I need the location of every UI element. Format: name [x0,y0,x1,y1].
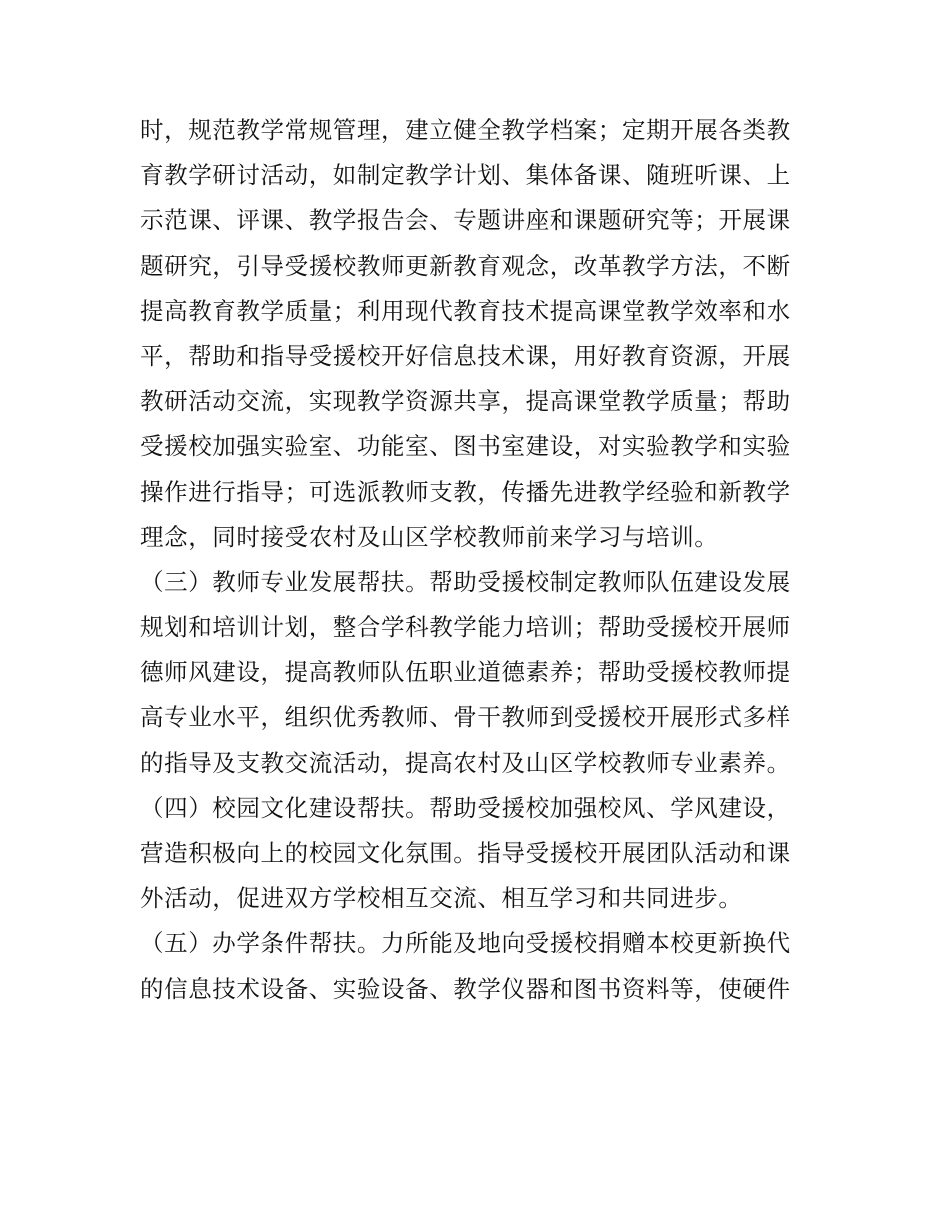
text-line: 教研活动交流，实现教学资源共享，提高课堂教学质量；帮助 [140,387,791,416]
section-heading-line: （四）校园文化建设帮扶。帮助受援校加强校风、学风建设， [140,793,791,822]
text-line: 平，帮助和指导受援校开好信息技术课，用好教育资源，开展 [140,341,791,370]
text-line: 外活动，促进双方学校相互交流、相互学习和共同进步。 [140,884,743,913]
text-line: 时，规范教学常规管理，建立健全教学档案；定期开展各类教 [140,116,791,144]
document-body [140,108,820,1012]
text-line: 规划和培训计划，整合学科教学能力培训；帮助受援校开展师 [140,613,791,642]
text-line: 受援校加强实验室、功能室、图书室建设，对实验教学和实验 [140,432,791,461]
text-line: 的信息技术设备、实验设备、教学仪器和图书资料等，使硬件 [140,974,791,1003]
text-line: 的指导及支教交流活动，提高农村及山区学校教师专业素养。 [140,748,791,777]
section-heading-line: （五）办学条件帮扶。力所能及地向受援校捐赠本校更新换代 [140,929,791,958]
text-line: 题研究，引导受援校教师更新教育观念，改革教学方法，不断 [140,251,791,280]
text-line: 操作进行指导；可选派教师支教，传播先进教学经验和新教学 [140,477,791,506]
text-line: 示范课、评课、教学报告会、专题讲座和课题研究等；开展课 [140,206,791,235]
section-heading-line: （三）教师专业发展帮扶。帮助受援校制定教师队伍建设发展 [140,567,791,596]
text-line: 提高教育教学质量；利用现代教育技术提高课堂教学效率和水 [140,296,791,325]
text-line: 德师风建设，提高教师队伍职业道德素养；帮助受援校教师提 [140,658,791,687]
text-line: 高专业水平，组织优秀教师、骨干教师到受援校开展形式多样 [140,703,791,732]
text-line: 理念，同时接受农村及山区学校教师前来学习与培训。 [140,522,719,551]
text-line: 育教学研讨活动，如制定教学计划、集体备课、随班听课、上 [140,161,791,190]
text-line: 营造积极向上的校园文化氛围。指导受援校开展团队活动和课 [140,839,791,867]
